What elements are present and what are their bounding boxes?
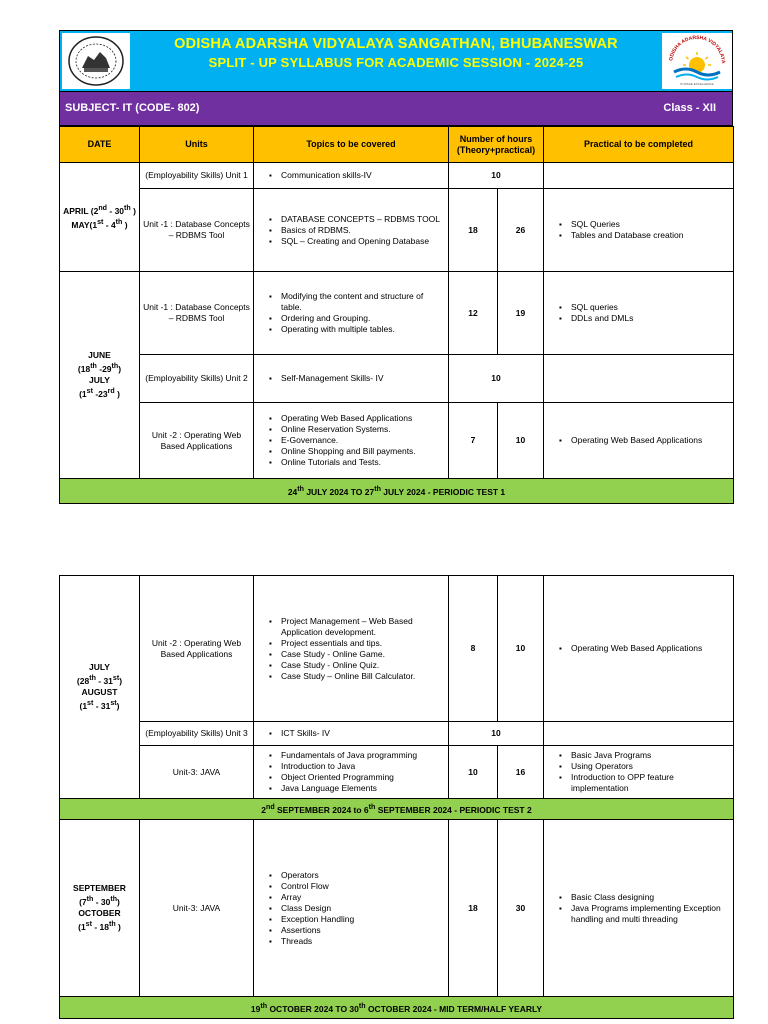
unit-cell: Unit -2 : Operating Web Based Applications — [140, 403, 254, 479]
practical-hours: 30 — [498, 820, 544, 997]
topics-cell: ▪ Project Management – Web Based Application development. ▪ Project essentials and tips. ▪ Case Study - Online Game. ▪ Case Study - Online Quiz. ▪ Case Study – Online Bill Calculator. — [254, 576, 449, 722]
practical-hours: 26 — [498, 189, 544, 272]
table-row — [60, 355, 734, 403]
hours-cell: 10 — [449, 355, 544, 403]
unit-cell: (Employability Skills) Unit 2 — [140, 355, 254, 403]
logo-tagline: PURSUE EXCELLENCE — [680, 82, 714, 86]
practical-cell: ▪ Basic Java Programs ▪ Using Operators ▪ Introduction to OPP feature implementation — [544, 746, 734, 799]
subject-label: SUBJECT- IT (CODE- 802) — [65, 102, 200, 114]
theory-hours: 10 — [449, 746, 498, 799]
header-hours: Number of hours (Theory+practical) — [449, 127, 544, 163]
topics-cell: ▪ Communication skills-IV — [254, 163, 449, 189]
topics-cell: ▪ Fundamentals of Java programming ▪ Introduction to Java ▪ Object Oriented Programming ▪ Java Language Elements — [254, 746, 449, 799]
unit-cell: Unit -2 : Operating Web Based Applications — [140, 576, 254, 722]
mid-term-exam: 19th OCTOBER 2024 TO 30th OCTOBER 2024 - MID TERM/HALF YEARLY — [60, 997, 734, 1019]
theory-hours: 8 — [449, 576, 498, 722]
table-row — [60, 576, 734, 722]
practical-cell — [544, 722, 734, 746]
class-label: Class - XII — [663, 102, 716, 114]
topics-cell: ▪ Operators ▪ Control Flow ▪ Array ▪ Class Design ▪ Exception Handling ▪ Assertions ▪ Threads — [254, 820, 449, 997]
unit-cell: Unit-3: JAVA — [140, 820, 254, 997]
header-date: DATE — [60, 127, 140, 163]
header-practical: Practical to be completed — [544, 127, 734, 163]
test-row — [60, 479, 734, 504]
topics-cell: ▪ Operating Web Based Applications ▪ Online Reservation Systems. ▪ E-Governance. ▪ Online Shopping and Bill payments. ▪ Online Tutorials and Tests. — [254, 403, 449, 479]
page-subtitle: SPLIT - UP SYLLABUS FOR ACADEMIC SESSION - 2024-25 — [208, 55, 584, 70]
practical-cell: ▪ Operating Web Based Applications — [544, 403, 734, 479]
practical-hours: 10 — [498, 403, 544, 479]
unit-cell: Unit-3: JAVA — [140, 746, 254, 799]
periodic-test-1: 24th JULY 2024 TO 27th JULY 2024 - PERIODIC TEST 1 — [60, 479, 734, 504]
practical-cell: ▪ Operating Web Based Applications — [544, 576, 734, 722]
topics-cell: ▪ ICT Skills- IV — [254, 722, 449, 746]
unit-cell: Unit -1 : Database Concepts – RDBMS Tool — [140, 272, 254, 355]
date-cell: SEPTEMBER (7th - 30th) OCTOBER (1st - 18th ) — [60, 820, 140, 997]
practical-cell — [544, 355, 734, 403]
table-row — [60, 163, 734, 189]
table-row — [60, 403, 734, 479]
practical-hours: 10 — [498, 576, 544, 722]
topics-cell: ▪ Self-Management Skills- IV — [254, 355, 449, 403]
theory-hours: 7 — [449, 403, 498, 479]
date-cell: APRIL (2nd - 30th ) MAY(1st - 4th ) — [60, 163, 140, 272]
test-row — [60, 997, 734, 1019]
table-row — [60, 189, 734, 272]
practical-cell — [544, 163, 734, 189]
topics-cell: ▪ Modifying the content and structure of table. ▪ Ordering and Grouping. ▪ Operating with multiple tables. — [254, 272, 449, 355]
theory-hours: 18 — [449, 189, 498, 272]
subject-bar — [59, 92, 733, 126]
date-cell: JULY (28th - 31st) AUGUST (1st - 31st) — [60, 576, 140, 799]
practical-cell: ▪ SQL queries ▪ DDLs and DMLs — [544, 272, 734, 355]
header-units: Units — [140, 127, 254, 163]
logo-text: ODISHA ADARSHA VIDYALAYA — [668, 34, 727, 64]
hours-cell: 10 — [449, 722, 544, 746]
table-row — [60, 272, 734, 355]
syllabus-table-1 — [59, 126, 734, 504]
table-row — [60, 820, 734, 997]
unit-cell: Unit -1 : Database Concepts – RDBMS Tool — [140, 189, 254, 272]
header-topics: Topics to be covered — [254, 127, 449, 163]
odisha-emblem-icon — [62, 33, 130, 89]
topics-cell: ▪ DATABASE CONCEPTS – RDBMS TOOL ▪ Basics of RDBMS. ▪ SQL – Creating and Opening Database — [254, 189, 449, 272]
sun-wave-logo-icon — [662, 33, 732, 89]
theory-hours: 12 — [449, 272, 498, 355]
practical-cell: ▪ Basic Class designing ▪ Java Programs implementing Exception handling and multi threading — [544, 820, 734, 997]
periodic-test-2: 2nd SEPTEMBER 2024 to 6th SEPTEMBER 2024 - PERIODIC TEST 2 — [60, 799, 734, 820]
test-row — [60, 799, 734, 820]
hours-cell: 10 — [449, 163, 544, 189]
page-title: ODISHA ADARSHA VIDYALAYA SANGATHAN, BHUBANESWAR — [174, 36, 618, 52]
syllabus-table-2 — [59, 575, 734, 1019]
practical-cell: ▪ SQL Queries ▪ Tables and Database creation — [544, 189, 734, 272]
practical-hours: 19 — [498, 272, 544, 355]
unit-cell: (Employability Skills) Unit 1 — [140, 163, 254, 189]
table-row — [60, 746, 734, 799]
unit-cell: (Employability Skills) Unit 3 — [140, 722, 254, 746]
date-cell: JUNE (18th -29th) JULY (1st -23rd ) — [60, 272, 140, 479]
practical-hours: 16 — [498, 746, 544, 799]
table-row — [60, 722, 734, 746]
theory-hours: 18 — [449, 820, 498, 997]
